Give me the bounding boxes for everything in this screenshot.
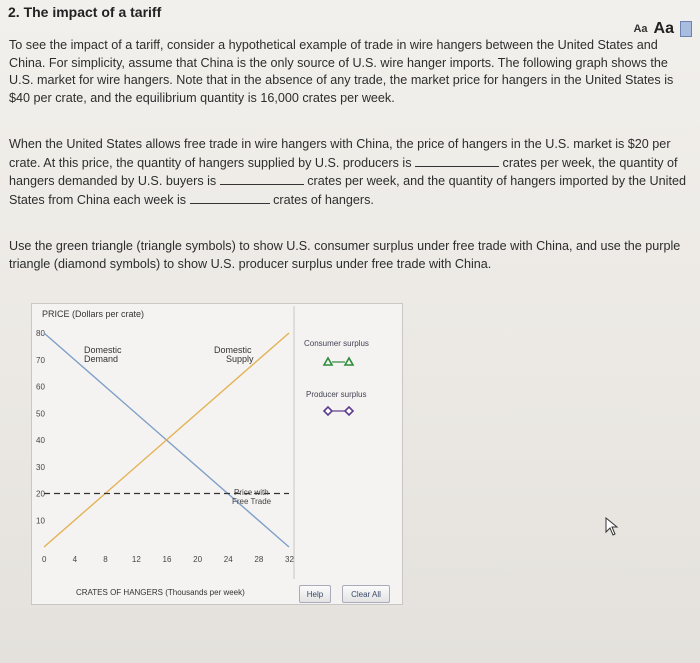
x-axis-label: CRATES OF HANGERS (Thousands per week) (76, 588, 245, 597)
price-label-line2: Free Trade (232, 497, 272, 506)
intro-paragraph: To see the impact of a tariff, consider a hypothetical example of trade in wire hangers between the United States and China. For simplicity, assume that China is the only source of U.S. wire hanger imports. The following graph shows the U.S. market for wire hangers. Note that in the absence of any trade, the market price for hangers in the United States is $40 per crate, and the equilibrium quantity is 16,000 crates per week. (9, 38, 674, 105)
demanded-quantity-blank[interactable] (220, 172, 304, 185)
producer-surplus-diamond-icon[interactable] (345, 407, 353, 415)
y-tick-label: 80 (36, 329, 45, 338)
x-tick-label: 24 (223, 555, 233, 564)
producer-surplus-diamond-icon[interactable] (324, 407, 332, 415)
y-axis-label: PRICE (Dollars per crate) (42, 309, 145, 319)
x-tick-label: 32 (285, 555, 294, 564)
consumer-surplus-triangle-icon[interactable] (324, 358, 332, 365)
axis-ticks (36, 329, 294, 564)
supply-label-line2: Supply (226, 354, 254, 364)
x-tick-label: 12 (131, 555, 141, 564)
y-tick-label: 60 (36, 382, 45, 392)
mouse-cursor-icon (605, 517, 621, 537)
x-tick-label: 28 (254, 555, 264, 564)
book-icon[interactable] (680, 21, 692, 37)
producer-surplus-tool[interactable] (324, 407, 353, 415)
x-tick-label: 4 (72, 555, 78, 564)
instruction-paragraph: Use the green triangle (triangle symbols) to show U.S. consumer surplus under free trade with China, and use the purple triangle (diamond symbols) to show U.S. producer surplus under free trade with China. (9, 239, 681, 271)
consumer-surplus-tool[interactable] (324, 358, 353, 365)
paragraph-text-b: crates per week, the quantity of hangers demanded by U.S. buyers is (9, 155, 678, 188)
demand-label-line2: Demand (84, 354, 119, 364)
paragraph-text-a: When the United States allows free trade in wire hangers with China, the price of hangers in the U.S. market is $20 per crate. At this price, the quantity of hangers supplied by U.S. producers is (9, 137, 671, 170)
font-decrease-button[interactable]: Aa (633, 23, 648, 35)
x-tick-label: 8 (103, 555, 108, 564)
imported-quantity-blank[interactable] (190, 191, 270, 204)
price-label-line1: Price with (234, 488, 269, 497)
free-trade-paragraph (9, 136, 693, 209)
y-tick-label: 70 (36, 355, 45, 365)
consumer-surplus-triangle-icon[interactable] (345, 358, 353, 365)
y-tick-label: 10 (36, 516, 45, 526)
font-size-controls (633, 20, 692, 38)
help-button[interactable]: Help (299, 585, 331, 603)
y-tick-label: 40 (36, 436, 45, 445)
supply-label-line1: Domestic (214, 345, 252, 355)
demand-label-line1: Domestic (84, 345, 122, 355)
x-tick-label: 20 (193, 555, 203, 564)
x-tick-label: 0 (42, 555, 47, 564)
x-tick-label: 16 (162, 555, 172, 564)
y-tick-label: 50 (36, 409, 45, 419)
paragraph-text-c: crates per week, and the quantity of hangers imported by the United States from China each week is (9, 174, 686, 207)
producer-surplus-legend-label: Producer surplus (306, 390, 367, 399)
clear-all-button[interactable]: Clear All (342, 585, 390, 603)
paragraph-text-d: crates of hangers. (273, 192, 374, 207)
y-tick-label: 20 (36, 489, 45, 499)
supplied-quantity-blank[interactable] (415, 154, 499, 167)
font-increase-button[interactable]: Aa (653, 20, 674, 37)
graph-panel (31, 303, 403, 605)
consumer-surplus-legend-label: Consumer surplus (304, 339, 369, 348)
series-layer (44, 333, 289, 547)
y-tick-label: 30 (36, 462, 45, 472)
question-title: 2. The impact of a tariff (8, 4, 162, 20)
graph-canvas[interactable] (32, 304, 402, 604)
